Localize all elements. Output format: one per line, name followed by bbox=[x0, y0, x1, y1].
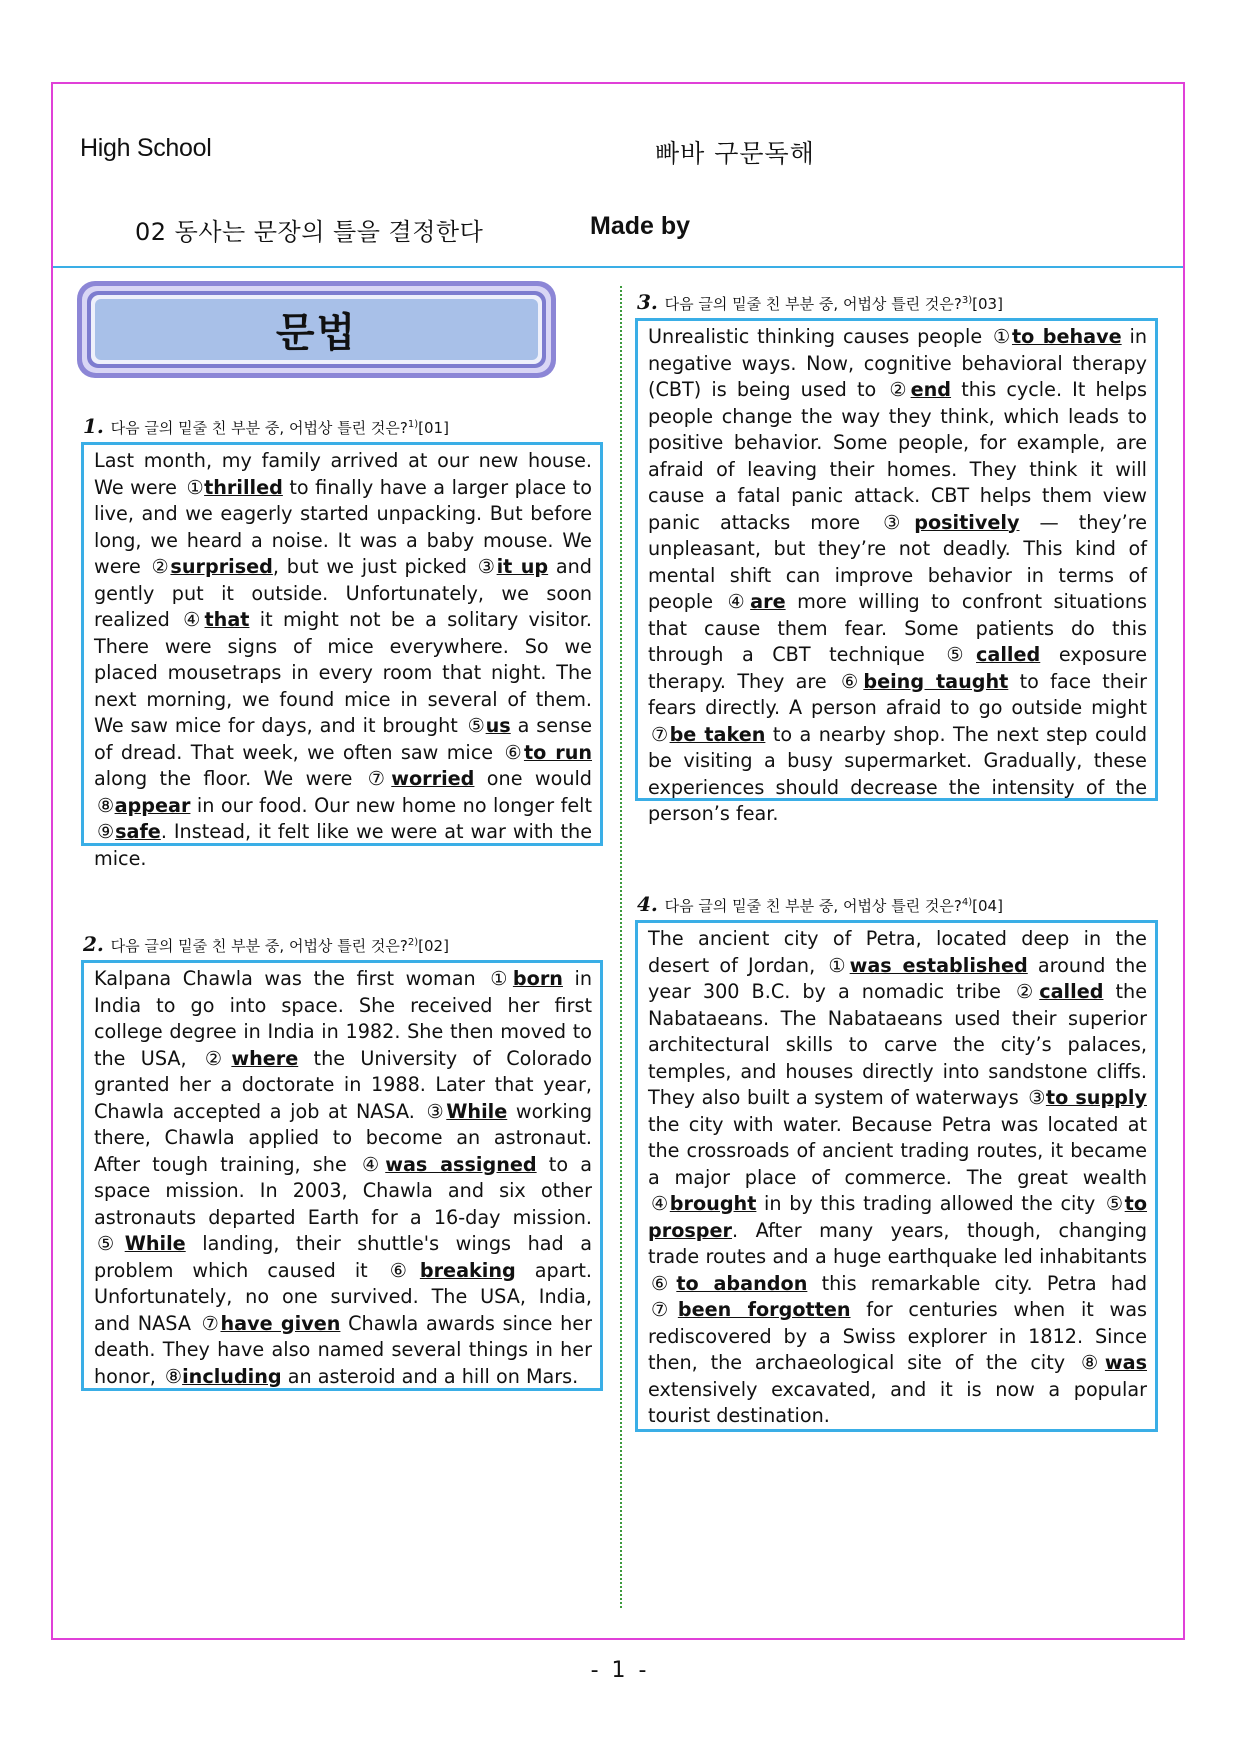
section-label: 문법 bbox=[95, 299, 538, 360]
underlined-choice: called bbox=[976, 643, 1041, 666]
choice-number: ① bbox=[186, 475, 205, 499]
passage-text: to a nearby shop. The next step could be visiting a busy supermarket. Gradually, these experiences should decrease the intensity of the person’s fear. bbox=[648, 722, 1148, 825]
underlined-choice: appear bbox=[114, 793, 191, 817]
underlined-choice: was established bbox=[849, 953, 1028, 977]
passage-text: — they’re unpleasant, but they’re not deadly. This kind of mental shift can improve behavior in terms of people bbox=[648, 510, 1148, 613]
underlined-choice: was bbox=[1104, 1351, 1148, 1374]
question-3-label bbox=[637, 290, 1003, 314]
choice-number: ⑤ bbox=[946, 643, 977, 666]
underlined-choice: breaking bbox=[419, 1258, 516, 1282]
question-prompt: 다음 글의 밑줄 친 부분 중, 어법상 틀린 것은? bbox=[664, 897, 962, 915]
passage-text: in India to go into space. She received her first college degree in India in 1982. She then moved to the USA, bbox=[94, 967, 593, 1070]
passage-text: to face their fears directly. A person afraid to go outside might bbox=[648, 669, 1147, 719]
choice-number: ④ bbox=[727, 590, 751, 613]
question-number: 3. bbox=[637, 290, 658, 314]
question-3-passage bbox=[635, 318, 1158, 825]
passage-text: for centuries when it was rediscovered by a Swiss explorer in 1812. Since then, the archaeological site of the city bbox=[648, 1298, 1148, 1374]
underlined-choice: that bbox=[204, 608, 250, 631]
choice-number: ④ bbox=[361, 1152, 386, 1176]
passage-text: it might not be a solitary visitor. There were signs of mice everywhere. So we placed mousetraps in every room that night. The next morning, we found mice in several of them. We saw mice for days, and it brought bbox=[94, 608, 592, 737]
underlined-choice: to behave bbox=[1011, 325, 1122, 348]
footnote-ref: 2) bbox=[407, 937, 419, 948]
school-label: High School bbox=[80, 134, 212, 162]
passage-text: . After many years, though, changing trade routes and a huge earthquake led inhabitants bbox=[648, 1218, 1147, 1268]
choice-number: ⑧ bbox=[164, 1364, 183, 1388]
choice-number: ③ bbox=[883, 510, 915, 534]
choice-number: ④ bbox=[651, 1192, 670, 1215]
question-tag: [02] bbox=[418, 937, 449, 955]
choice-number: ② bbox=[204, 1046, 232, 1070]
choice-number: ② bbox=[889, 378, 911, 401]
underlined-choice: was assigned bbox=[385, 1152, 537, 1176]
choice-number: ④ bbox=[183, 608, 205, 631]
underlined-choice: born bbox=[512, 967, 563, 990]
question-tag: [03] bbox=[972, 295, 1003, 313]
underlined-choice: While bbox=[124, 1232, 186, 1255]
passage-text: to a space mission. In 2003, Chawla and six other astronauts departed Earth for a 16-day mission. bbox=[94, 1152, 593, 1229]
passage-text: to finally have a larger place to live, and we eagerly started unpacking. But before long, we heard a noise. It was a baby mouse. We were bbox=[94, 475, 593, 578]
choice-number: ⑦ bbox=[651, 1298, 678, 1321]
underlined-choice: end bbox=[910, 378, 952, 401]
question-1-passage bbox=[81, 442, 603, 870]
passage-text: the Nabataeans. The Nabataeans used their superior architectural skills to carve the city’s palaces, temples, and houses directly into sandstone cliffs. They also built a system of waterways bbox=[648, 980, 1148, 1109]
underlined-choice: where bbox=[231, 1046, 299, 1070]
underlined-choice: to supply bbox=[1045, 1086, 1147, 1109]
question-2-label bbox=[83, 932, 449, 956]
passage-text: one would bbox=[474, 767, 592, 790]
passage-text: in our food. Our new home no longer felt bbox=[190, 793, 593, 817]
header-divider bbox=[53, 266, 1183, 268]
underlined-choice: surprised bbox=[170, 555, 273, 578]
choice-number: ⑥ bbox=[651, 1271, 677, 1295]
passage-text: extensively excavated, and it is now a popular tourist destination. bbox=[648, 1377, 1147, 1427]
passage-text: this cycle. It helps people change the way they think, which leads to positive behavior. Some people, for example, are afraid of leaving their homes. They think it will cause a fatal panic attack. CBT helps them view panic attacks more bbox=[648, 378, 1147, 534]
choice-number: ⑥ bbox=[389, 1258, 420, 1282]
underlined-choice: it up bbox=[496, 555, 549, 578]
choice-number: ⑤ bbox=[1105, 1192, 1125, 1215]
footnote-ref: 1) bbox=[407, 419, 419, 430]
passage-text: The ancient city of Petra, located deep in the desert of Jordan, bbox=[648, 927, 1147, 977]
underlined-choice: being taught bbox=[863, 669, 1009, 693]
section-badge bbox=[77, 281, 556, 378]
passage-text: , but we just picked bbox=[272, 555, 475, 578]
underlined-choice: thrilled bbox=[204, 475, 283, 499]
question-4-passage bbox=[635, 920, 1158, 1432]
choice-number: ③ bbox=[477, 555, 497, 578]
choice-number: ⑧ bbox=[97, 793, 115, 817]
underlined-choice: been forgotten bbox=[677, 1298, 851, 1321]
choice-number: ⑨ bbox=[97, 820, 116, 843]
question-1-label bbox=[83, 414, 449, 438]
passage-text: exposure therapy. They are bbox=[648, 643, 1147, 693]
question-number: 2. bbox=[83, 932, 104, 956]
question-prompt: 다음 글의 밑줄 친 부분 중, 어법상 틀린 것은? bbox=[110, 937, 408, 955]
choice-number: ⑥ bbox=[840, 669, 864, 693]
choice-number: ⑤ bbox=[97, 1232, 125, 1255]
underlined-choice: to run bbox=[523, 740, 593, 764]
passage-text: in by this trading allowed the city bbox=[756, 1192, 1103, 1215]
choice-number: ⑥ bbox=[504, 740, 524, 764]
question-prompt: 다음 글의 밑줄 친 부분 중, 어법상 틀린 것은? bbox=[664, 295, 962, 313]
underlined-choice: are bbox=[750, 590, 786, 613]
choice-number: ② bbox=[151, 555, 171, 578]
choice-number: ⑦ bbox=[367, 767, 392, 790]
choice-number: ⑤ bbox=[467, 714, 486, 737]
underlined-choice: safe bbox=[115, 820, 161, 843]
passage-text: in negative ways. Now, cognitive behavioral therapy (CBT) is being used to bbox=[648, 325, 1147, 401]
footnote-ref: 4) bbox=[961, 897, 973, 908]
choice-number: ② bbox=[1016, 980, 1040, 1003]
choice-number: ① bbox=[490, 967, 513, 990]
underlined-choice: While bbox=[446, 1099, 508, 1123]
underlined-choice: to prosper bbox=[648, 1192, 1148, 1242]
choice-number: ⑧ bbox=[1080, 1351, 1105, 1374]
passage-text: and gently put it outside. Unfortunately, we soon realized bbox=[94, 555, 592, 631]
choice-number: ① bbox=[828, 953, 850, 977]
choice-number: ③ bbox=[426, 1099, 447, 1123]
passage-text: Chawla awards since her death. They have also named several things in her honor, bbox=[94, 1311, 593, 1388]
question-tag: [01] bbox=[418, 419, 449, 437]
question-4-label bbox=[637, 892, 1003, 916]
passage-text: working there, Chawla applied to become an astronaut. After tough training, she bbox=[94, 1099, 593, 1176]
question-prompt: 다음 글의 밑줄 친 부분 중, 어법상 틀린 것은? bbox=[110, 419, 408, 437]
passage-text: Unrealistic thinking causes people bbox=[648, 325, 990, 348]
column-divider bbox=[620, 286, 622, 1608]
book-title: 빠바 구문독해 bbox=[655, 139, 815, 168]
underlined-choice: to abandon bbox=[676, 1271, 808, 1295]
underlined-choice: worried bbox=[391, 767, 475, 790]
passage-text: around the year 300 B.C. by a nomadic tribe bbox=[648, 953, 1148, 1003]
passage-text: apart. Unfortunately, no one survived. The USA, India, and NASA bbox=[94, 1258, 593, 1335]
choice-number: ⑦ bbox=[651, 722, 670, 746]
question-tag: [04] bbox=[972, 897, 1003, 915]
footnote-ref: 3) bbox=[961, 295, 973, 306]
question-number: 1. bbox=[83, 414, 104, 438]
underlined-choice: have given bbox=[220, 1311, 341, 1335]
underlined-choice: be taken bbox=[669, 722, 766, 746]
underlined-choice: including bbox=[182, 1364, 282, 1388]
choice-number: ① bbox=[993, 325, 1012, 348]
passage-text: the city with water. Because Petra was located at the crossroads of ancient trading routes, it became a major place of commerce. The great wealth bbox=[648, 1112, 1147, 1189]
underlined-choice: called bbox=[1039, 980, 1104, 1003]
underlined-choice: brought bbox=[669, 1192, 757, 1215]
choice-number: ⑦ bbox=[201, 1311, 221, 1335]
passage-text: landing, their shuttle's wings had a problem which caused it bbox=[94, 1232, 593, 1282]
passage-text: a sense of dread. That week, we often saw mice bbox=[94, 714, 592, 764]
page-number: - 1 - bbox=[590, 1658, 650, 1683]
passage-text: along the floor. We were bbox=[94, 767, 365, 790]
passage-text: . Instead, it felt like we were at war with the mice. bbox=[94, 820, 592, 870]
question-number: 4. bbox=[637, 892, 658, 916]
chapter-title: 02 동사는 문장의 틀을 결정한다 bbox=[135, 218, 484, 246]
passage-text: Kalpana Chawla was the first woman bbox=[94, 967, 488, 990]
passage-text: Last month, my family arrived at our new house. We were bbox=[94, 449, 592, 499]
passage-text: this remarkable city. Petra had bbox=[807, 1271, 1148, 1295]
passage-text: an asteroid and a hill on Mars. bbox=[281, 1364, 579, 1388]
underlined-choice: positively bbox=[914, 510, 1020, 534]
underlined-choice: us bbox=[485, 714, 511, 737]
question-2-passage bbox=[81, 960, 603, 1391]
passage-text: the University of Colorado granted her a doctorate in 1988. Later that year, Chawla accepted a job at NASA. bbox=[94, 1046, 593, 1123]
made-by-label: Made by bbox=[590, 212, 691, 240]
passage-text: more willing to confront situations that cause them fear. Some patients do this through a CBT technique bbox=[648, 590, 1148, 666]
choice-number: ③ bbox=[1028, 1086, 1046, 1109]
